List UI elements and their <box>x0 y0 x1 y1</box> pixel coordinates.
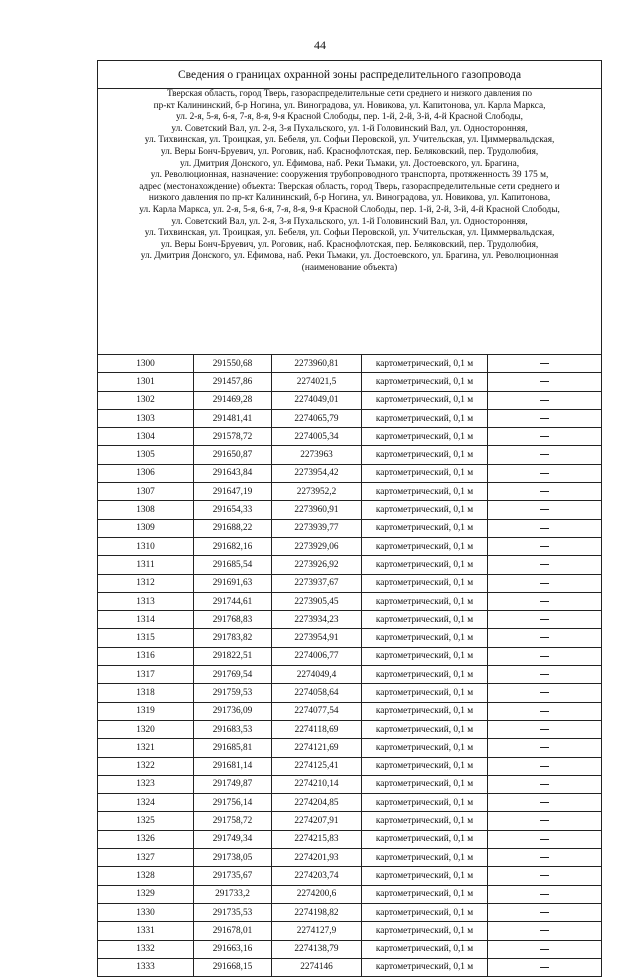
dash-mark <box>540 400 549 401</box>
dash-mark <box>540 418 549 419</box>
description-row <box>98 89 602 355</box>
empty-value-cell <box>488 940 602 958</box>
y-coordinate-cell: 2274127,9 <box>272 922 362 940</box>
method-accuracy-cell: картометрический, 0,1 м <box>362 629 488 647</box>
empty-value-cell <box>488 812 602 830</box>
empty-value-cell <box>488 922 602 940</box>
empty-value-cell <box>488 464 602 482</box>
table-row <box>98 519 602 537</box>
method-accuracy-cell: картометрический, 0,1 м <box>362 574 488 592</box>
y-coordinate-cell: 2273937,67 <box>272 574 362 592</box>
x-coordinate-cell: 291654,33 <box>194 501 272 519</box>
empty-value-cell <box>488 830 602 848</box>
point-number-cell: 1309 <box>98 519 194 537</box>
dash-mark <box>540 528 549 529</box>
y-coordinate-cell: 2273954,42 <box>272 464 362 482</box>
y-coordinate-cell: 2274125,41 <box>272 757 362 775</box>
table-row <box>98 483 602 501</box>
description-line: ул. Тихвинская, ул. Троицкая, ул. Бебеля, ул. Софьи Перовской, ул. Учительская, ул. Циммервальдская, <box>144 228 555 239</box>
description-line: низкого давления по пр-кт Калининский, б-р Ногина, ул. Виноградова, ул. Новикова, ул. Капитонова, <box>148 193 551 204</box>
empty-value-cell <box>488 867 602 885</box>
method-accuracy-cell: картометрический, 0,1 м <box>362 830 488 848</box>
table-row <box>98 794 602 812</box>
method-accuracy-cell: картометрический, 0,1 м <box>362 464 488 482</box>
description-line: ул. Веры Бонч-Бруевич, ул. Роговик, наб. Краснофлотская, пер. Беляковский, пер. Трудолюбия, <box>160 239 539 250</box>
empty-value-cell <box>488 592 602 610</box>
dash-mark <box>540 619 549 620</box>
method-accuracy-cell: картометрический, 0,1 м <box>362 446 488 464</box>
empty-value-cell <box>488 446 602 464</box>
y-coordinate-cell: 2274201,93 <box>272 849 362 867</box>
y-coordinate-cell: 2274049,4 <box>272 666 362 684</box>
y-coordinate-cell: 2273905,45 <box>272 592 362 610</box>
table-row <box>98 958 602 976</box>
y-coordinate-cell: 2274077,54 <box>272 702 362 720</box>
table-row <box>98 592 602 610</box>
table-row <box>98 812 602 830</box>
x-coordinate-cell: 291768,83 <box>194 611 272 629</box>
point-number-cell: 1304 <box>98 428 194 446</box>
dash-mark <box>540 766 549 767</box>
dash-mark <box>540 637 549 638</box>
dash-mark <box>540 820 549 821</box>
x-coordinate-cell: 291769,54 <box>194 666 272 684</box>
point-number-cell: 1318 <box>98 684 194 702</box>
dash-mark <box>540 363 549 364</box>
table-row <box>98 885 602 903</box>
method-accuracy-cell: картометрический, 0,1 м <box>362 483 488 501</box>
method-accuracy-cell: картометрический, 0,1 м <box>362 867 488 885</box>
method-accuracy-cell: картометрический, 0,1 м <box>362 355 488 373</box>
dash-mark <box>540 436 549 437</box>
object-name-caption: (наименование объекта) <box>301 262 398 273</box>
x-coordinate-cell: 291678,01 <box>194 922 272 940</box>
x-coordinate-cell: 291822,51 <box>194 647 272 665</box>
method-accuracy-cell: картометрический, 0,1 м <box>362 739 488 757</box>
method-accuracy-cell: картометрический, 0,1 м <box>362 428 488 446</box>
boundary-coordinates-table <box>97 60 602 977</box>
y-coordinate-cell: 2273952,2 <box>272 483 362 501</box>
dash-mark <box>540 802 549 803</box>
y-coordinate-cell: 2273960,91 <box>272 501 362 519</box>
method-accuracy-cell: картометрический, 0,1 м <box>362 903 488 921</box>
method-accuracy-cell: картометрический, 0,1 м <box>362 391 488 409</box>
table-row <box>98 355 602 373</box>
point-number-cell: 1303 <box>98 409 194 427</box>
x-coordinate-cell: 291643,84 <box>194 464 272 482</box>
dash-mark <box>540 509 549 510</box>
method-accuracy-cell: картометрический, 0,1 м <box>362 720 488 738</box>
dash-mark <box>540 729 549 730</box>
dash-mark <box>540 656 549 657</box>
dash-mark <box>540 912 549 913</box>
point-number-cell: 1328 <box>98 867 194 885</box>
table-row <box>98 556 602 574</box>
method-accuracy-cell: картометрический, 0,1 м <box>362 647 488 665</box>
method-accuracy-cell: картометрический, 0,1 м <box>362 373 488 391</box>
dash-mark <box>540 601 549 602</box>
x-coordinate-cell: 291783,82 <box>194 629 272 647</box>
point-number-cell: 1315 <box>98 629 194 647</box>
table-row <box>98 757 602 775</box>
method-accuracy-cell: картометрический, 0,1 м <box>362 885 488 903</box>
x-coordinate-cell: 291744,61 <box>194 592 272 610</box>
empty-value-cell <box>488 958 602 976</box>
table-row <box>98 391 602 409</box>
empty-value-cell <box>488 519 602 537</box>
table-row <box>98 611 602 629</box>
x-coordinate-cell: 291578,72 <box>194 428 272 446</box>
empty-value-cell <box>488 501 602 519</box>
dash-mark <box>540 381 549 382</box>
description-line: ул. Дмитрия Донского, ул. Ефимова, наб. Реки Тьмаки, ул. Достоевского, ул. Брагина, <box>179 158 520 169</box>
empty-value-cell <box>488 574 602 592</box>
empty-value-cell <box>488 794 602 812</box>
table-row <box>98 373 602 391</box>
x-coordinate-cell: 291735,53 <box>194 903 272 921</box>
point-number-cell: 1326 <box>98 830 194 848</box>
table-row <box>98 903 602 921</box>
dash-mark <box>540 583 549 584</box>
table-row <box>98 629 602 647</box>
table-row <box>98 537 602 555</box>
dash-mark <box>540 839 549 840</box>
y-coordinate-cell: 2273954,91 <box>272 629 362 647</box>
point-number-cell: 1322 <box>98 757 194 775</box>
point-number-cell: 1306 <box>98 464 194 482</box>
dash-mark <box>540 674 549 675</box>
description-line: ул. Революционная, назначение: сооружения трубопроводного транспорта, протяженность 39 175 м, <box>150 170 549 181</box>
y-coordinate-cell: 2274021,5 <box>272 373 362 391</box>
y-coordinate-cell: 2274005,34 <box>272 428 362 446</box>
table-row <box>98 775 602 793</box>
point-number-cell: 1307 <box>98 483 194 501</box>
dash-mark <box>540 967 549 968</box>
empty-value-cell <box>488 775 602 793</box>
empty-value-cell <box>488 483 602 501</box>
y-coordinate-cell: 2273929,06 <box>272 537 362 555</box>
table-row <box>98 849 602 867</box>
empty-value-cell <box>488 428 602 446</box>
point-number-cell: 1316 <box>98 647 194 665</box>
point-number-cell: 1320 <box>98 720 194 738</box>
empty-value-cell <box>488 885 602 903</box>
table-row <box>98 501 602 519</box>
description-line: ул. 2-я, 5-я, 6-я, 7-я, 8-я, 9-я Красной Слободы, пер. 1-й, 2-й, 3-й, 4-й Красной Слободы, <box>176 112 523 123</box>
table-row <box>98 830 602 848</box>
point-number-cell: 1333 <box>98 958 194 976</box>
y-coordinate-cell: 2274198,82 <box>272 903 362 921</box>
method-accuracy-cell: картометрический, 0,1 м <box>362 684 488 702</box>
x-coordinate-cell: 291756,14 <box>194 794 272 812</box>
description-line: ул. Карла Маркса, ул. 2-я, 5-я, 6-я, 7-я, 8-я, 9-я Красной Слободы, пер. 1-й, 2-й, 3-й, 4-й Красной Слободы, <box>139 204 560 215</box>
x-coordinate-cell: 291668,15 <box>194 958 272 976</box>
empty-value-cell <box>488 556 602 574</box>
y-coordinate-cell: 2273939,77 <box>272 519 362 537</box>
method-accuracy-cell: картометрический, 0,1 м <box>362 556 488 574</box>
table-row <box>98 446 602 464</box>
point-number-cell: 1321 <box>98 739 194 757</box>
x-coordinate-cell: 291733,2 <box>194 885 272 903</box>
point-number-cell: 1311 <box>98 556 194 574</box>
method-accuracy-cell: картометрический, 0,1 м <box>362 757 488 775</box>
y-coordinate-cell: 2273963 <box>272 446 362 464</box>
dash-mark <box>540 564 549 565</box>
point-number-cell: 1330 <box>98 903 194 921</box>
dash-mark <box>540 473 549 474</box>
table-row <box>98 739 602 757</box>
y-coordinate-cell: 2273934,23 <box>272 611 362 629</box>
dash-mark <box>540 894 549 895</box>
point-number-cell: 1332 <box>98 940 194 958</box>
point-number-cell: 1331 <box>98 922 194 940</box>
y-coordinate-cell: 2274207,91 <box>272 812 362 830</box>
table-row <box>98 684 602 702</box>
table-row <box>98 702 602 720</box>
method-accuracy-cell: картометрический, 0,1 м <box>362 849 488 867</box>
method-accuracy-cell: картометрический, 0,1 м <box>362 775 488 793</box>
empty-value-cell <box>488 355 602 373</box>
point-number-cell: 1301 <box>98 373 194 391</box>
table-row <box>98 409 602 427</box>
point-number-cell: 1313 <box>98 592 194 610</box>
x-coordinate-cell: 291749,34 <box>194 830 272 848</box>
y-coordinate-cell: 2274058,64 <box>272 684 362 702</box>
page-number: 44 <box>314 38 326 52</box>
x-coordinate-cell: 291758,72 <box>194 812 272 830</box>
empty-value-cell <box>488 391 602 409</box>
method-accuracy-cell: картометрический, 0,1 м <box>362 702 488 720</box>
description-line: ул. Дмитрия Донского, ул. Ефимова, наб. Реки Тьмаки, ул. Достоевского, ул. Брагина, ул. Революционная <box>140 251 559 262</box>
x-coordinate-cell: 291663,16 <box>194 940 272 958</box>
title-row <box>98 61 602 89</box>
dash-mark <box>540 784 549 785</box>
x-coordinate-cell: 291682,16 <box>194 537 272 555</box>
description-line: адрес (местонахождение) объекта: Тверская область, город Тверь, газораспределительные сети среднего и <box>139 181 560 192</box>
y-coordinate-cell: 2274065,79 <box>272 409 362 427</box>
empty-value-cell <box>488 409 602 427</box>
description-line: ул. Веры Бонч-Бруевич, ул. Роговик, наб. Краснофлотская, пер. Беляковский, пер. Трудолюбия, <box>160 146 539 157</box>
point-number-cell: 1325 <box>98 812 194 830</box>
point-number-cell: 1305 <box>98 446 194 464</box>
x-coordinate-cell: 291481,41 <box>194 409 272 427</box>
description-line: Тверская область, город Тверь, газораспределительные сети среднего и низкого давления по <box>166 89 533 99</box>
y-coordinate-cell: 2274203,74 <box>272 867 362 885</box>
method-accuracy-cell: картометрический, 0,1 м <box>362 409 488 427</box>
dash-mark <box>540 546 549 547</box>
point-number-cell: 1302 <box>98 391 194 409</box>
y-coordinate-cell: 2274121,69 <box>272 739 362 757</box>
point-number-cell: 1310 <box>98 537 194 555</box>
x-coordinate-cell: 291457,86 <box>194 373 272 391</box>
method-accuracy-cell: картометрический, 0,1 м <box>362 958 488 976</box>
empty-value-cell <box>488 666 602 684</box>
empty-value-cell <box>488 739 602 757</box>
point-number-cell: 1319 <box>98 702 194 720</box>
x-coordinate-cell: 291685,81 <box>194 739 272 757</box>
method-accuracy-cell: картометрический, 0,1 м <box>362 794 488 812</box>
y-coordinate-cell: 2273926,92 <box>272 556 362 574</box>
description-line: ул. Тихвинская, ул. Троицкая, ул. Бебеля, ул. Софьи Перовской, ул. Учительская, ул. Циммервальдская, <box>144 135 555 146</box>
document-title: Сведения о границах охранной зоны распределительного газопровода <box>98 61 602 89</box>
x-coordinate-cell: 291736,09 <box>194 702 272 720</box>
empty-value-cell <box>488 629 602 647</box>
table-row <box>98 428 602 446</box>
table-row <box>98 922 602 940</box>
point-number-cell: 1324 <box>98 794 194 812</box>
dash-mark <box>540 491 549 492</box>
empty-value-cell <box>488 373 602 391</box>
description-line: пр-кт Калининский, б-р Ногина, ул. Виноградова, ул. Новикова, ул. Капитонова, ул. Карла Маркса, <box>153 100 546 111</box>
x-coordinate-cell: 291735,67 <box>194 867 272 885</box>
table-row <box>98 867 602 885</box>
dash-mark <box>540 711 549 712</box>
empty-value-cell <box>488 903 602 921</box>
method-accuracy-cell: картометрический, 0,1 м <box>362 592 488 610</box>
method-accuracy-cell: картометрический, 0,1 м <box>362 611 488 629</box>
dash-mark <box>540 692 549 693</box>
point-number-cell: 1323 <box>98 775 194 793</box>
y-coordinate-cell: 2274204,85 <box>272 794 362 812</box>
dash-mark <box>540 454 549 455</box>
y-coordinate-cell: 2274049,01 <box>272 391 362 409</box>
y-coordinate-cell: 2274146 <box>272 958 362 976</box>
x-coordinate-cell: 291738,05 <box>194 849 272 867</box>
table-row <box>98 464 602 482</box>
table-row <box>98 940 602 958</box>
table-row <box>98 647 602 665</box>
empty-value-cell <box>488 647 602 665</box>
x-coordinate-cell: 291691,63 <box>194 574 272 592</box>
method-accuracy-cell: картометрический, 0,1 м <box>362 501 488 519</box>
object-description <box>98 89 602 355</box>
method-accuracy-cell: картометрический, 0,1 м <box>362 537 488 555</box>
method-accuracy-cell: картометрический, 0,1 м <box>362 666 488 684</box>
empty-value-cell <box>488 611 602 629</box>
method-accuracy-cell: картометрический, 0,1 м <box>362 940 488 958</box>
empty-value-cell <box>488 537 602 555</box>
y-coordinate-cell: 2274118,69 <box>272 720 362 738</box>
method-accuracy-cell: картометрический, 0,1 м <box>362 519 488 537</box>
y-coordinate-cell: 2274200,6 <box>272 885 362 903</box>
point-number-cell: 1329 <box>98 885 194 903</box>
empty-value-cell <box>488 720 602 738</box>
dash-mark <box>540 747 549 748</box>
y-coordinate-cell: 2274215,83 <box>272 830 362 848</box>
dash-mark <box>540 875 549 876</box>
x-coordinate-cell: 291685,54 <box>194 556 272 574</box>
empty-value-cell <box>488 849 602 867</box>
table-row <box>98 666 602 684</box>
empty-value-cell <box>488 684 602 702</box>
y-coordinate-cell: 2274138,79 <box>272 940 362 958</box>
x-coordinate-cell: 291650,87 <box>194 446 272 464</box>
table-row <box>98 720 602 738</box>
description-line: ул. Советский Вал, ул. 2-я, 3-я Пухальского, ул. 1-й Головинский Вал, ул. Односторонняя, <box>171 123 528 134</box>
x-coordinate-cell: 291749,87 <box>194 775 272 793</box>
empty-value-cell <box>488 702 602 720</box>
x-coordinate-cell: 291647,19 <box>194 483 272 501</box>
x-coordinate-cell: 291688,22 <box>194 519 272 537</box>
point-number-cell: 1317 <box>98 666 194 684</box>
point-number-cell: 1312 <box>98 574 194 592</box>
x-coordinate-cell: 291759,53 <box>194 684 272 702</box>
y-coordinate-cell: 2274210,14 <box>272 775 362 793</box>
dash-mark <box>540 857 549 858</box>
dash-mark <box>540 930 549 931</box>
y-coordinate-cell: 2273960,81 <box>272 355 362 373</box>
y-coordinate-cell: 2274006,77 <box>272 647 362 665</box>
dash-mark <box>540 949 549 950</box>
point-number-cell: 1314 <box>98 611 194 629</box>
method-accuracy-cell: картометрический, 0,1 м <box>362 922 488 940</box>
x-coordinate-cell: 291550,68 <box>194 355 272 373</box>
description-line: ул. Советский Вал, ул. 2-я, 3-я Пухальского, ул. 1-й Головинский Вал, ул. Односторонняя, <box>171 216 528 227</box>
x-coordinate-cell: 291681,14 <box>194 757 272 775</box>
method-accuracy-cell: картометрический, 0,1 м <box>362 812 488 830</box>
point-number-cell: 1300 <box>98 355 194 373</box>
x-coordinate-cell: 291469,28 <box>194 391 272 409</box>
empty-value-cell <box>488 757 602 775</box>
x-coordinate-cell: 291683,53 <box>194 720 272 738</box>
table-row <box>98 574 602 592</box>
point-number-cell: 1308 <box>98 501 194 519</box>
point-number-cell: 1327 <box>98 849 194 867</box>
